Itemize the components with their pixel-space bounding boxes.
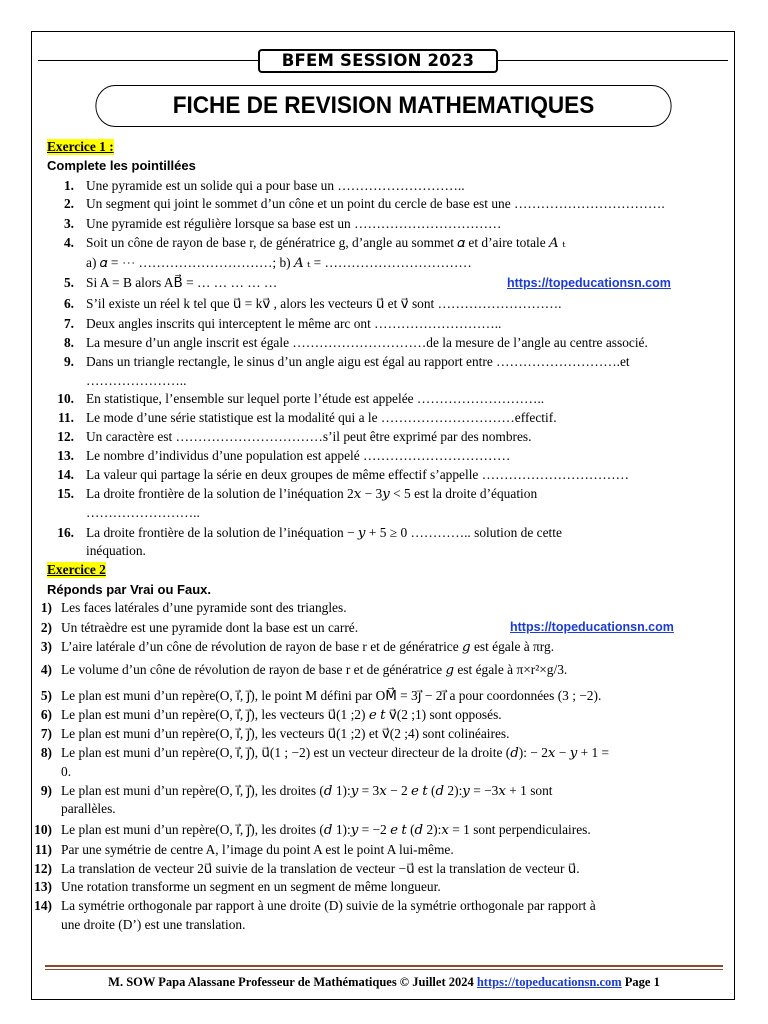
item-text: La translation de vecteur 2u⃗ suivie de la translation de vecteur −u⃗ est la translation de vecteur u⃗. [61, 861, 580, 876]
item-text: S’il existe un réel k tel que u⃗ = kv⃗ , alors les vecteurs u⃗ et v⃗ sont ………………………. [86, 296, 562, 311]
item-number: 5. [63, 275, 74, 290]
item-text: Le plan est muni d’un repère(O, i⃗, j⃗), les droites (𝑑 1):𝑦 = 3𝑥 − 2 𝑒 𝑡 (𝑑 2):𝑦 = −3𝑥 + 1 sont [61, 783, 553, 798]
item-number: 7. [63, 316, 74, 331]
website-link[interactable]: https://topeducationsn.com [510, 620, 674, 634]
item-text: La mesure d’un angle inscrit est égale …………………………de la mesure de l’angle au centre associé. [86, 335, 648, 350]
item-text: Le plan est muni d’un repère(O, i⃗, j⃗), les vecteurs u⃗(1 ;2) et v⃗(2 ;4) sont colinéaires. [61, 726, 510, 741]
item-continuation: …………………….. [86, 505, 200, 520]
item-text: La droite frontière de la solution de l’inéquation 2𝑥 − 3𝑦 < 5 est la droite d’équation [86, 486, 538, 501]
item-continuation: inéquation. [86, 543, 146, 558]
exercise-2-heading: Exercice 2 [47, 562, 106, 577]
item-number: 8. [63, 335, 74, 350]
footer [0, 975, 768, 990]
footer-page-number: Page 1 [621, 975, 660, 989]
item-number: 4. [63, 235, 74, 250]
item-text: La valeur qui partage la série en deux groupes de même effectif s’appelle …………………………… [86, 467, 630, 482]
exercise-2-instruction: Réponds par Vrai ou Faux. [47, 582, 211, 597]
item-continuation: une droite (D’) est une translation. [61, 917, 246, 932]
item-text: Le plan est muni d’un repère(O, i⃗, j⃗), le point M défini par OM⃗ = 3j⃗ − 2i⃗ a pour coordonnées (3 ; −2). [61, 688, 602, 703]
item-number: 8) [40, 745, 52, 760]
item-number: 5) [40, 688, 52, 703]
item-text: Le nombre d’individus d’une population est appelé …………………………… [86, 448, 511, 463]
item-number: 12. [57, 429, 74, 444]
item-number: 12) [34, 861, 52, 876]
item-continuation: ………………….. [86, 373, 187, 388]
item-text: Une pyramide est un solide qui a pour base un ……………………….. [86, 178, 465, 193]
footer-author: M. SOW Papa Alassane Professeur de Mathématiques © Juillet 2024 [108, 975, 477, 989]
item-number: 7) [40, 726, 52, 741]
exercise-1-heading: Exercice 1 : [47, 139, 114, 154]
item-text: Un tétraèdre est une pyramide dont la base est un carré. [61, 620, 359, 635]
item-number: 16. [57, 525, 74, 540]
item-text: Le plan est muni d’un repère(O, i⃗, j⃗), les vecteurs u⃗(1 ;2) 𝑒 𝑡 v⃗(2 ;1) sont opposés. [61, 707, 502, 722]
item-text: Les faces latérales d’une pyramide sont des triangles. [61, 600, 347, 615]
item-number: 15. [57, 486, 74, 501]
item-text: En statistique, l’ensemble sur lequel porte l’étude est appelée ……………………….. [86, 391, 545, 406]
page-title: FICHE DE REVISION MATHEMATIQUES [95, 85, 671, 127]
item-number: 10. [57, 391, 74, 406]
item-text: Le plan est muni d’un repère(O, i⃗, j⃗), les droites (𝑑 1):𝑦 = −2 𝑒 𝑡 (𝑑 2):𝑥 = 1 sont perpendiculaires. [61, 822, 591, 837]
item-number: 2. [63, 196, 74, 211]
item-number: 3. [63, 216, 74, 231]
exercise-1-instruction: Complete les pointillées [47, 158, 196, 173]
item-number: 14) [34, 898, 52, 913]
item-text: Une pyramide est régulière lorsque sa base est un …………………………… [86, 216, 502, 231]
item-number: 6) [40, 707, 52, 722]
item-number: 2) [40, 620, 52, 635]
item-text: L’aire latérale d’un cône de révolution de rayon de base r et de génératrice 𝑔 est égale à πrg. [61, 639, 555, 654]
item-text: Dans un triangle rectangle, le sinus d’un angle aigu est égal au rapport entre ……………………….et [86, 354, 630, 369]
item-text: Un caractère est ……………………………s’il peut être exprimé par des nombres. [86, 429, 532, 444]
item-number: 3) [40, 639, 52, 654]
item-text: Le mode d’une série statistique est la modalité qui a le …………………………effectif. [86, 410, 557, 425]
item-number: 4) [40, 662, 52, 677]
item-number: 10) [34, 822, 52, 837]
item-text: La droite frontière de la solution de l’inéquation − 𝑦 + 5 ≥ 0 ………….. solution de cette [86, 525, 562, 540]
item-number: 9) [40, 783, 52, 798]
item-continuation: parallèles. [61, 801, 116, 816]
item-text: Si A = B alors AB⃗ = … … … … … [86, 275, 278, 290]
item-continuation: a) 𝛼 = ⋯ …………………………; b) 𝐴 ₜ = …………………………… [86, 255, 472, 270]
item-number: 11. [58, 410, 74, 425]
item-number: 1. [63, 178, 74, 193]
footer-rule [45, 965, 723, 971]
item-number: 6. [63, 296, 74, 311]
session-badge: BFEM SESSION 2023 [258, 49, 498, 73]
item-text: La symétrie orthogonale par rapport à une droite (D) suivie de la symétrie orthogonale par rapport à [61, 898, 596, 913]
item-text: Un segment qui joint le sommet d’un cône et un point du cercle de base est une ……………………………. [86, 196, 665, 211]
item-text: Par une symétrie de centre A, l’image du point A est le point A lui-même. [61, 842, 454, 857]
item-number: 9. [63, 354, 74, 369]
item-text: Une rotation transforme un segment en un segment de même longueur. [61, 879, 441, 894]
website-link[interactable]: https://topeducationsn.com [507, 276, 671, 290]
item-number: 13. [57, 448, 74, 463]
item-continuation: 0. [61, 764, 72, 779]
footer-link[interactable]: https://topeducationsn.com [476, 975, 622, 989]
item-number: 1) [40, 600, 52, 615]
item-text: Soit un cône de rayon de base r, de génératrice g, d’angle au sommet 𝛼 et d’aire totale 𝐴 ₜ [86, 235, 566, 250]
item-number: 11) [34, 842, 52, 857]
item-text: Deux angles inscrits qui interceptent le même arc ont ……………………….. [86, 316, 502, 331]
item-number: 13) [34, 879, 52, 894]
item-text: Le plan est muni d’un repère(O, i⃗, j⃗), u⃗(1 ; −2) est un vecteur directeur de la droite (𝑑): − 2𝑥 − 𝑦 + 1 = [61, 745, 610, 760]
item-text: Le volume d’un cône de révolution de rayon de base r et de génératrice 𝑔 est égale à π×r²×g/3. [61, 662, 568, 677]
item-number: 14. [57, 467, 74, 482]
